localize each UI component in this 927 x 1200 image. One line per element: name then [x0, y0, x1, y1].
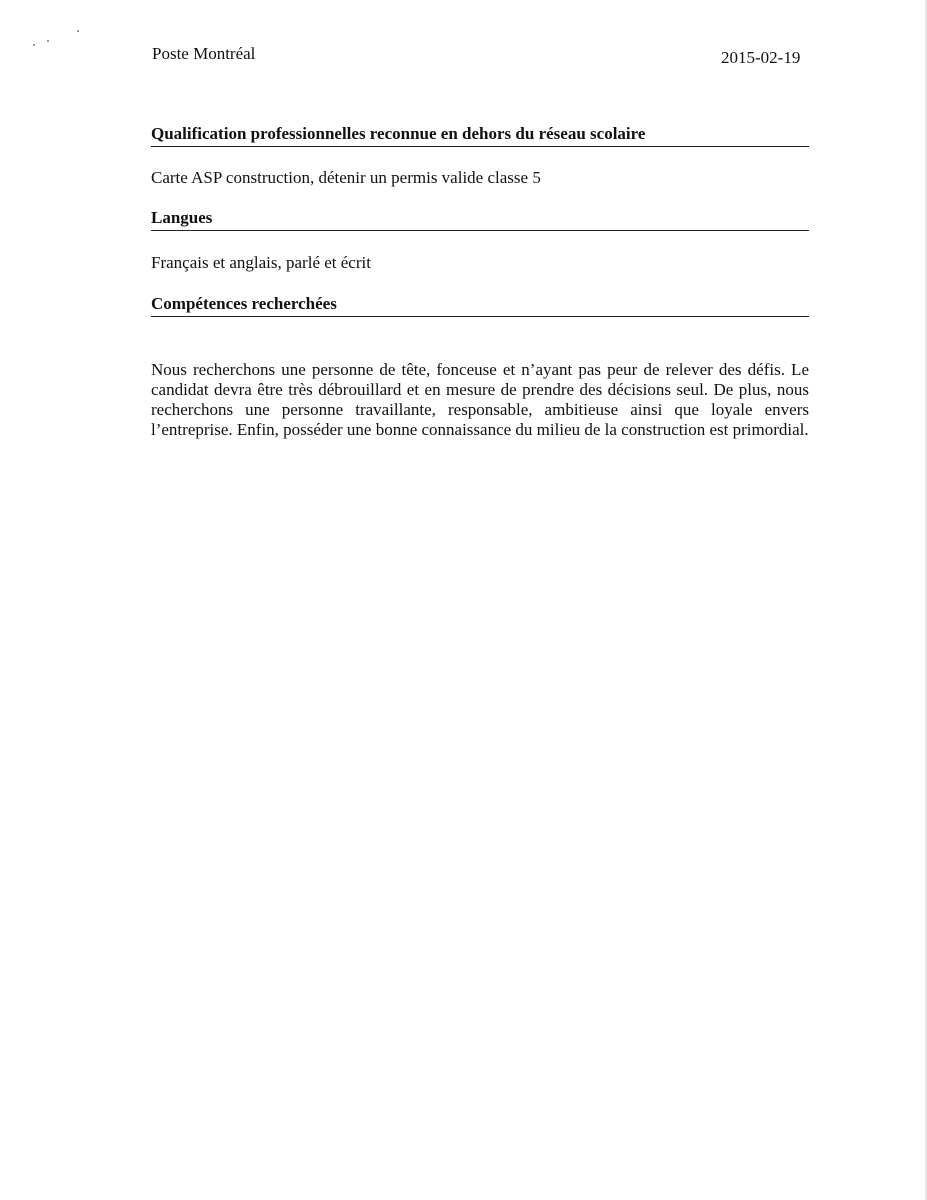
section-content-langues: Français et anglais, parlé et écrit	[151, 253, 371, 272]
scan-speck	[33, 44, 35, 46]
section-heading-competences: Compétences recherchées	[151, 294, 809, 317]
section-heading-langues: Langues	[151, 208, 809, 231]
section-content-competences: Nous recherchons une personne de tête, fonceuse et n’ayant pas peur de relever des défis. Le candidat devra être très débrouillard et en mesure de prendre des décisions seul. De plus, nous recherchons une personne travaillante, responsable, ambitieuse ainsi que loyale envers l’entreprise. Enfin, posséder une bonne connaissance du milieu de la construction est primordial.	[151, 360, 809, 439]
section-content-qualification: Carte ASP construction, détenir un permis valide classe 5	[151, 168, 541, 187]
section-heading-qualification: Qualification professionnelles reconnue en dehors du réseau scolaire	[151, 124, 809, 147]
header-location: Poste Montréal	[152, 44, 256, 63]
scan-speck	[47, 40, 49, 42]
header-date: 2015-02-19	[721, 48, 801, 67]
scan-speck	[77, 30, 79, 32]
